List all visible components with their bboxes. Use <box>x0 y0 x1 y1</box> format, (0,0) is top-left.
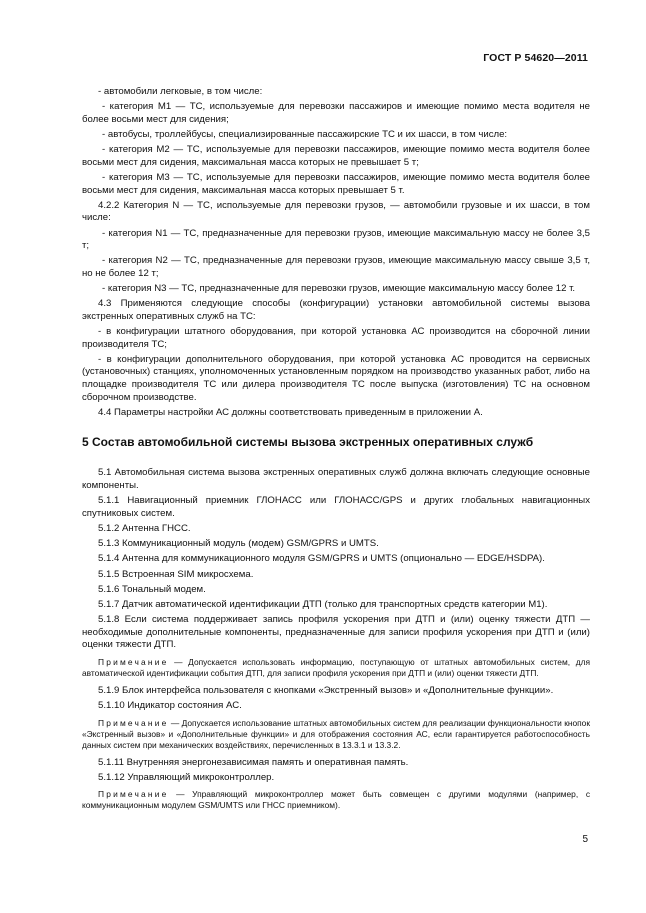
paragraph: 4.4 Параметры настройки АС должны соответствовать приведенным в приложении А. <box>98 406 483 418</box>
paragraph: 5.1.3 Коммуникационный модуль (модем) GSM/GPRS и UMTS. <box>98 538 379 550</box>
note-2-text: Допускается использование штатных автомобильных систем для реализации функциональности кнопок «Экстренный вызов» и «Дополнительные функции» и для отображения состояния АС, если гарантируется работоспособность данных систем при механических воздействиях, перечисленных в 13.3.1 и 13.3.2. <box>82 717 590 750</box>
page-number: 5 <box>582 834 588 845</box>
paragraph: - категория N2 — ТС, предназначенные для перевозки грузов, имеющие максимальную массу свыше 3,5 т, но не более 12 т; <box>82 255 590 279</box>
paragraph: 5.1.8 Если система поддерживает запись профиля ускорения при ДТП и (или) оценку тяжести ДТП — необходимые дополнительные компоненты, предназначенные для записи профиля ускорения при ДТП и (или) оценки тяжести ДТП. <box>82 614 590 651</box>
note-3-text: Управляющий микроконтроллер может быть совмещен с другими модулями (например, с коммуникационным модулем GSM/UMTS или ГНСС приемником). <box>82 789 591 811</box>
note-1-text: Допускается использовать информацию, поступающую от штатных автомобильных систем, для автоматической идентификации события ДТП, для записи профиля ускорения при ДТП и (или) оценки тяжести ДТП. <box>82 656 591 678</box>
section-5-title: 5 Состав автомобильной системы вызова экстренных оперативных служб <box>82 435 534 450</box>
note-label: Примечание <box>98 717 169 728</box>
paragraph: - категория М1 — ТС, используемые для перевозки пассажиров и имеющие помимо места водителя не более восьми мест для сидения; <box>82 101 590 125</box>
note-3: Примечание — Управляющий микроконтроллер может быть совмещен с другими модулями (например, с коммуникационным модулем GSM/UMTS или ГНСС приемником). <box>82 789 591 811</box>
paragraph: 5.1.4 Антенна для коммуникационного модуля GSM/GPRS и UMTS (опционально — EDGE/HSDPA). <box>98 553 545 565</box>
document-code-header: ГОСТ Р 54620—2011 <box>483 52 588 64</box>
paragraph: 4.3 Применяются следующие способы (конфигурации) установки автомобильной системы вызова экстренных оперативных служб на ТС: <box>82 298 590 322</box>
paragraph: - категория N1 — ТС, предназначенные для перевозки грузов, имеющие максимальную массу не более 3,5 т; <box>82 227 590 252</box>
paragraph: 5.1.7 Датчик автоматической идентификации ДТП (только для транспортных средств категории М1). <box>98 598 548 610</box>
paragraph: - автомобили легковые, в том числе: <box>98 86 263 97</box>
paragraph: 5.1.9 Блок интерфейса пользователя с кнопками «Экстренный вызов» и «Дополнительные функции». <box>98 684 554 696</box>
note-1: Примечание — Допускается использовать информацию, поступающую от штатных автомобильных систем, для автоматической идентификации события ДТП, для записи профиля ускорения при ДТП и (или) оценки тяжести ДТП. <box>82 656 591 678</box>
paragraph: 5.1.6 Тональный модем. <box>98 583 206 595</box>
section-5-items-c <box>82 757 590 785</box>
paragraph: - категория N3 — ТС, предназначенные для перевозки грузов, имеющие максимальную массу более 12 т. <box>102 283 576 295</box>
paragraph: - в конфигурации дополнительного оборудования, при которой установка АС проводится на сервисных (установочных) станциях, уполномоченных установленным порядком на производство указанных работ, либо на площадке производителя ТС или дилера производителя ТС после выпуска (изготовления) ТС на основном сборочном производстве. <box>82 353 590 403</box>
paragraph: 5.1.1 Навигационный приемник ГЛОНАСС или ГЛОНАСС/GPS и других глобальных навигационных спутниковых систем. <box>82 495 590 519</box>
paragraph: 5.1.10 Индикатор состояния АС. <box>98 700 242 712</box>
paragraph: - категория М3 — ТС, используемые для перевозки пассажиров, имеющие помимо места водителя более восьми мест для сидения, максимальная масса которых превышает 5 т. <box>82 171 590 196</box>
paragraph: 5.1.11 Внутренняя энергонезависимая память и оперативная память. <box>98 756 409 768</box>
intro-paragraphs <box>82 86 590 419</box>
note-label: Примечание <box>98 789 169 800</box>
paragraph: 5.1.5 Встроенная SIM микросхема. <box>98 568 254 580</box>
paragraph: - в конфигурации штатного оборудования, при которой установка АС производится на сборочной линии производителя ТС; <box>82 326 590 350</box>
paragraph: - категория М2 — ТС, используемые для перевозки пассажиров, имеющие помимо места водителя более восьми мест для сидения, максимальная масса которых не превышает 5 т; <box>82 144 590 168</box>
paragraph: 5.1 Автомобильная система вызова экстренных оперативных служб должна включать следующие основные компоненты. <box>82 467 590 491</box>
paragraph: 5.1.12 Управляющий микроконтроллер. <box>98 771 275 783</box>
section-5-items-b <box>82 685 590 713</box>
note-2: Примечание — Допускается использование штатных автомобильных систем для реализации функциональности кнопок «Экстренный вызов» и «Дополнительные функции» и для отображения состояния АС, если гарантируется работоспособность данных систем при механических воздействиях, перечисленных в 13.3.1 и 13.3.2. <box>82 717 590 750</box>
section-5-items-a <box>82 467 590 651</box>
paragraph: - автобусы, троллейбусы, специализированные пассажирские ТС и их шасси, в том числе: <box>102 128 508 140</box>
paragraph: 4.2.2 Категория N — ТС, используемые для перевозки грузов, — автомобили грузовые и их шасси, в том числе: <box>82 199 590 224</box>
paragraph: 5.1.2 Антенна ГНСС. <box>98 522 191 534</box>
page-content <box>82 86 590 817</box>
note-label: Примечание <box>98 656 169 667</box>
